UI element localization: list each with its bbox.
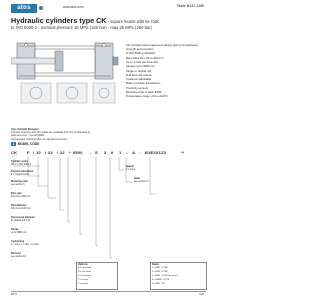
tree-item-mounting <box>11 181 28 187</box>
tree-item-bore <box>11 193 30 199</box>
code-part: F <box>27 150 30 155</box>
tree-title: Cylinder series <box>11 160 29 163</box>
code-part: 1 <box>119 150 122 155</box>
tree-title: Spacer <box>126 165 134 168</box>
code-part: 22 <box>48 150 53 155</box>
tree-text: 0 = none, 1 = fast, 2 = slow <box>11 243 39 246</box>
feature-item: Up to 3 rods per bore size <box>126 59 159 64</box>
seals-row: 1 = NBR + PTFE <box>152 267 168 269</box>
tree-item-seals <box>134 178 149 184</box>
tree-text: from 12 to 140 mm <box>11 207 31 210</box>
tree-item-rod-end <box>11 253 26 259</box>
footer-page: 1/26 <box>198 293 204 296</box>
tree-item-stroke <box>11 229 26 235</box>
tree-text: from 25 to 200 mm <box>11 195 31 198</box>
seals-row: 4 = HNBR + PTFE <box>152 279 170 281</box>
atos-logo: atos <box>11 4 37 13</box>
code-part: A <box>132 150 136 155</box>
seals-row: 8 = NBR + PU <box>152 283 166 285</box>
tree-text: CK = to ISO 6020-2 <box>11 163 32 166</box>
code-part: - <box>139 150 141 155</box>
doc-code: Table B137-19/E <box>176 4 204 8</box>
code-part: S <box>95 150 98 155</box>
seals-row: 2 = FKM + PTFE <box>152 271 168 273</box>
tree-item-cushioning <box>11 241 39 247</box>
code-part: B1E3X1Z3 <box>145 150 167 155</box>
options-row: B = rear head <box>78 271 91 273</box>
header-url[interactable]: www.atos.com <box>63 5 84 9</box>
code-part: - <box>90 150 92 155</box>
code-part: CK <box>11 150 18 155</box>
tree-item-rod <box>11 205 30 211</box>
section-number: 1 <box>12 142 15 146</box>
code-part: / <box>33 150 35 155</box>
tree-text: for double rod only <box>11 219 31 222</box>
tree-title: Second rod diameter <box>11 216 35 219</box>
options-row: X = oil port <box>78 279 88 281</box>
note-text: Cylinder drawings and 3D models are available from the configurator at www.atos.com - see tab B180. <box>11 131 90 138</box>
feature-item: Built-in position transducers <box>126 81 161 86</box>
feature-item: to ISO 6020-2 standard <box>126 51 156 56</box>
tree-title: Bore size <box>11 192 22 195</box>
tree-title: Seals <box>134 177 141 180</box>
feature-item: Temperature range -20 to +120°C <box>126 94 168 99</box>
footer-divider <box>11 291 206 292</box>
tree-text: 0 = none <box>126 168 136 171</box>
footer-left: B137 <box>11 293 18 296</box>
options-row: Z = special <box>78 283 89 285</box>
note-comment: Contact Atos technical office for special executions. <box>11 138 68 142</box>
tree-title: Cushioning <box>11 240 25 243</box>
code-part: 0500 <box>73 150 83 155</box>
feature-item: Single or double rod <box>126 68 152 73</box>
code-part: 0 <box>111 150 114 155</box>
tree-item-series <box>11 161 31 167</box>
tree-title: Mounting style <box>11 180 28 183</box>
options-row: A = front head <box>78 267 91 269</box>
code-part: * <box>69 150 71 155</box>
tree-title: Stroke <box>11 228 19 231</box>
title-sub: - square heads with tie rods <box>106 19 160 24</box>
tree-item-spacer <box>126 166 135 172</box>
tree-text: F = magnetosonic <box>11 173 30 176</box>
code-part: 10 <box>36 150 41 155</box>
tree-title: Rod diameter <box>11 204 27 207</box>
tree-title: Rod end <box>11 252 21 255</box>
tree-title: Position transducer <box>11 170 34 173</box>
code-part: / <box>45 150 47 155</box>
feature-item: Rod and end options <box>126 72 152 77</box>
options-row: E = air bleeds <box>78 275 91 277</box>
code-part: 22 <box>60 150 65 155</box>
series-note: ** <box>181 150 185 155</box>
title-main: Hydraulic cylinders type CK <box>11 16 107 25</box>
feature-item: Bore sizes from 25 to 200 mm <box>126 55 164 60</box>
tree-text: see section 5 <box>11 183 25 186</box>
tree-item-transducer <box>11 171 33 177</box>
section-title: MODEL CODE <box>17 142 40 146</box>
code-part: 3 <box>104 150 107 155</box>
code-part: - <box>126 150 128 155</box>
tree-text: see section 17 <box>134 180 149 183</box>
features-lead: CK cylinders have engineered design giving compactness, strength and precision <box>126 43 199 51</box>
seals-row: 3 = NBR + PTFE low friction <box>152 275 178 277</box>
feature-item: Mounting style to table B180 <box>126 90 162 95</box>
tree-item-second-rod <box>11 217 35 223</box>
feature-item: Cushions adjustable <box>126 77 152 82</box>
code-part: / <box>57 150 59 155</box>
feature-item: Proximity sensors <box>126 85 149 90</box>
note-title: Atos Cylinder Designer <box>11 128 39 131</box>
seals-table-title: Seals <box>152 263 159 266</box>
options-table-title: Options <box>78 263 88 266</box>
tree-text: up to 5000 mm <box>11 231 27 234</box>
title-line2: to ISO 6020-2 - nominal pressure 16 MPa (160 bar) - max 25 MPa (250 bar) <box>11 25 153 30</box>
feature-item: Strokes up to 5000 mm <box>126 64 155 69</box>
tree-text: see section 13 <box>11 255 26 258</box>
